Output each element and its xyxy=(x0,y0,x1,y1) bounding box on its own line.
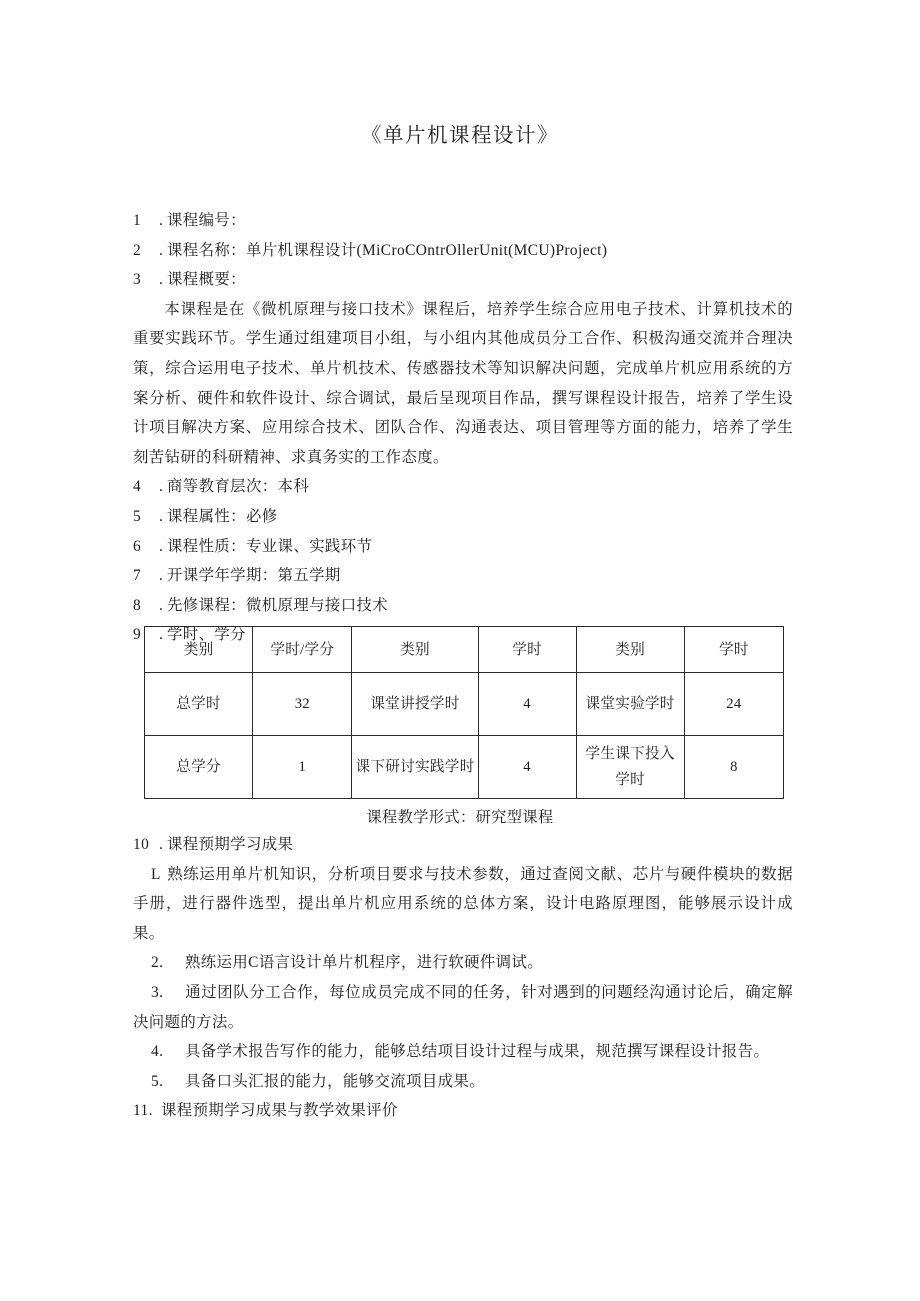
item-label-1: 课程编号： xyxy=(167,212,246,229)
item-value-8: 微机原理与接口技术 xyxy=(245,596,389,614)
item-number-10: 10 . xyxy=(133,836,164,853)
learning-outcomes-section xyxy=(133,830,793,1126)
item-number-8: 8 . xyxy=(133,596,164,614)
table-header-cell: 学时/学分 xyxy=(253,627,352,673)
table-cell: 4 xyxy=(478,736,576,799)
table-cell: 总学分 xyxy=(145,736,253,799)
list-item-semester xyxy=(133,561,793,591)
item-label-9: 学时、学分 xyxy=(167,626,246,644)
overview-paragraph xyxy=(133,295,793,473)
outcome-marker-5: 5. xyxy=(151,1072,164,1090)
outcome-text-2: 熟练运用C语言设计单片机程序，进行软硬件调试。 xyxy=(185,954,544,972)
table-cell: 8 xyxy=(684,736,783,799)
item-value-5: 必修 xyxy=(245,507,278,525)
outcome-text-1: 熟练运用单片机知识，分析项目要求与技术参数，通过查阅文献、芯片与硬件模块的数据手册，进行器件选型，提出单片机应用系统的总体方案，设计电路原理图，能够展示设计成果。 xyxy=(133,865,793,942)
outcome-item-1 xyxy=(133,860,793,949)
item-number-3: 3 . xyxy=(133,271,164,289)
table-header-cell: 类别 xyxy=(145,627,253,673)
table-cell: 32 xyxy=(253,673,352,736)
table-header-cell: 学时 xyxy=(478,627,576,673)
item-label-10: 课程预期学习成果 xyxy=(167,836,294,853)
course-info-list xyxy=(133,206,793,650)
item-number-7: 7 . xyxy=(133,567,164,585)
outcome-item-2 xyxy=(133,948,793,978)
table-cell: 课堂讲授学时 xyxy=(352,673,478,736)
overview-paragraph-text: 本课程是在《微机原理与接口技术》课程后，培养学生综合应用电子技术、计算机技术的重要实践环节。学生通过组建项目小组，与小组内其他成员分工合作、积极沟通交流并合理决策，综合运用电子技术、单片机技术、传感器技术等知识解决问题，完成单片机应用系统的方案分析、硬件和软件设计、综合调试，最后呈现项目作品，撰写课程设计报告，培养了学生设计项目解决方案、应用综合技术、团队合作、沟通表达、项目管理等方面的能力，培养了学生刻苦钻研的科研精神、求真务实的工作态度。 xyxy=(133,300,793,466)
list-item-course-name xyxy=(133,236,793,266)
table-cell: 总学时 xyxy=(145,673,253,736)
item-value-2: 单片机课程设计(MiCroCOntrOllerUnit(MCU)Project) xyxy=(245,241,608,259)
table-row xyxy=(145,736,784,799)
list-item-education-level xyxy=(133,472,793,502)
table-cell: 4 xyxy=(478,673,576,736)
table-cell: 24 xyxy=(684,673,783,736)
item-number-6: 6 . xyxy=(133,537,164,555)
list-item-expected-outcomes xyxy=(133,830,793,860)
list-item-course-attribute xyxy=(133,502,793,532)
table-header-cell: 学时 xyxy=(684,627,783,673)
table-cell: 学生课下投入学时 xyxy=(576,736,684,799)
item-value-7: 第五学期 xyxy=(277,567,341,585)
outcome-text-3: 通过团队分工合作，每位成员完成不同的任务，针对遇到的问题经沟通讨论后，确定解决问题的方法。 xyxy=(133,983,793,1031)
table-header-cell: 类别 xyxy=(576,627,684,673)
outcome-marker-3: 3. xyxy=(151,983,164,1001)
item-label-6: 课程性质： xyxy=(167,537,246,555)
table-header-cell: 类别 xyxy=(352,627,478,673)
outcome-item-3 xyxy=(133,978,793,1037)
item-number-1: 1 . xyxy=(133,212,164,229)
table-cell: 课堂实验学时 xyxy=(576,673,684,736)
item-value-4: 本科 xyxy=(277,478,310,496)
outcome-item-5 xyxy=(133,1067,793,1097)
table-cell: 课下研讨实践学时 xyxy=(352,736,478,799)
item-number-5: 5 . xyxy=(133,507,164,525)
item-label-5: 课程属性： xyxy=(167,507,246,525)
outcome-marker-1: L xyxy=(151,865,161,883)
list-item-course-code xyxy=(133,206,793,236)
table-row xyxy=(145,673,784,736)
hours-credits-table-wrapper xyxy=(144,626,784,799)
item-label-7: 开课学年学期： xyxy=(167,567,278,585)
list-item-course-overview xyxy=(133,265,793,295)
item-number-2: 2 . xyxy=(133,241,164,259)
outcome-text-5: 具备口头汇报的能力，能够交流项目成果。 xyxy=(185,1072,486,1090)
page-title: 《单片机课程设计》 xyxy=(361,125,559,147)
list-item-outcomes-evaluation xyxy=(133,1096,793,1126)
item-label-4: 商等教育层次： xyxy=(167,478,278,496)
outcome-marker-2: 2. xyxy=(151,954,164,972)
item-label-3: 课程概要： xyxy=(167,271,246,289)
outcome-marker-4: 4. xyxy=(151,1043,164,1061)
outcome-text-4: 具备学术报告写作的能力，能够总结项目设计过程与成果，规范撰写课程设计报告。 xyxy=(185,1043,770,1061)
table-cell: 1 xyxy=(253,736,352,799)
item-label-8: 先修课程： xyxy=(167,596,246,614)
list-item-prerequisite xyxy=(133,591,793,621)
hours-credits-table xyxy=(144,626,784,799)
item-label-11: 课程预期学习成果与教学效果评价 xyxy=(161,1102,398,1120)
outcome-item-4 xyxy=(133,1037,793,1067)
item-value-6: 专业课、实践环节 xyxy=(245,537,373,555)
item-number-11: 11. xyxy=(133,1102,153,1120)
item-label-2: 课程名称： xyxy=(167,241,246,259)
table-caption: 课程教学形式：研究型课程 xyxy=(366,809,554,826)
list-item-course-nature xyxy=(133,532,793,562)
item-number-9: 9 . xyxy=(133,626,164,644)
table-header-row xyxy=(145,627,784,673)
item-number-4: 4 . xyxy=(133,478,164,496)
